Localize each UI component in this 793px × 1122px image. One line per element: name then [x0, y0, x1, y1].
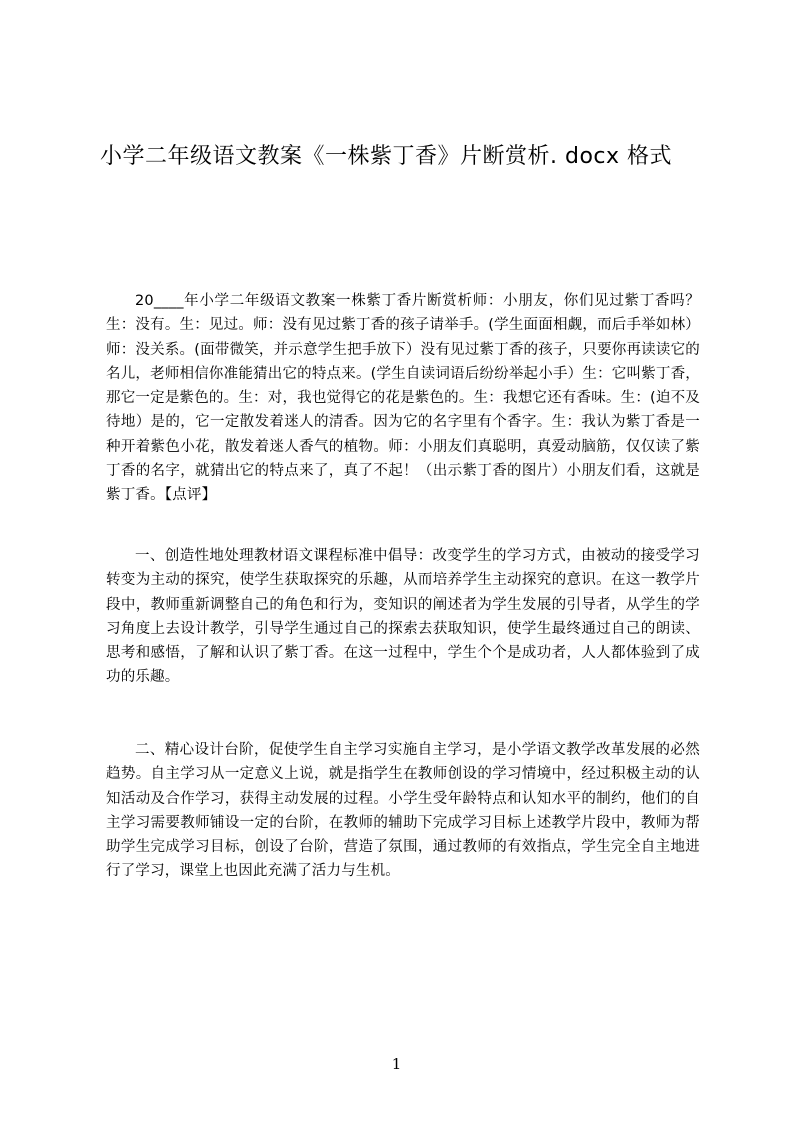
- page-number: 1: [391, 1055, 402, 1073]
- document-title: 小学二年级语文教案《一株紫丁香》片断赏析. docx 格式: [100, 144, 673, 169]
- paragraph-dialogue: 20____年小学二年级语文教案一株紫丁香片断赏析师：小朋友，你们见过紫丁香吗？生：没有。生：见过。师：没有见过紫丁香的孩子请举手。(学生面面相觑，而后手举如林）师：没关系。(面带微笑，并示意学生把手放下）没有见过紫丁香的孩子，只要你再读读它的名儿，老师相信你准能猜出它的特点来。(学生自读词语后纷纷举起小手）生：它叫紫丁香，那它一定是紫色的。生：对，我也觉得它的花是紫色的。生：我想它还有香味。生：(迫不及待地）是的，它一定散发着迷人的清香。因为它的名字里有个香字。生：我认为紫丁香是一种开着紫色小花，散发着迷人香气的植物。师：小朋友们真聪明，真爱动脑筋，仅仅读了紫丁香的名字，就猜出它的特点来了，真了不起！（出示紫丁香的图片）小朋友们看，这就是紫丁香。【点评】: [106, 293, 700, 504]
- paragraph-commentary-one: 一、创造性地处理教材语文课程标准中倡导：改变学生的学习方式，由被动的接受学习转变为主动的探究，使学生获取探究的乐趣，从而培养学生主动探究的意识。在这一教学片段中，教师重新调整自己的角色和行为，变知识的阐述者为学生发展的引导者，从学生的学习角度上去设计教学，引导学生通过自己的探索去获取知识，使学生最终通过自己的朗读、思考和感悟，了解和认识了紫丁香。在这一过程中，学生个个是成功者，人人都体验到了成功的乐趣。: [106, 548, 700, 686]
- paragraph-commentary-two: 二、精心设计台阶，促使学生自主学习实施自主学习，是小学语文教学改革发展的必然趋势。自主学习从一定意义上说，就是指学生在教师创设的学习情境中，经过积极主动的认知活动及合作学习，获得主动发展的过程。小学生受年龄特点和认知水平的制约，他们的自主学习需要教师铺设一定的台阶，在教师的辅助下完成学习目标上述教学片段中，教师为帮助学生完成学习目标，创设了台阶，营造了氛围，通过教师的有效指点，学生完全自主地进行了学习，课堂上也因此充满了活力与生机。: [106, 742, 700, 880]
